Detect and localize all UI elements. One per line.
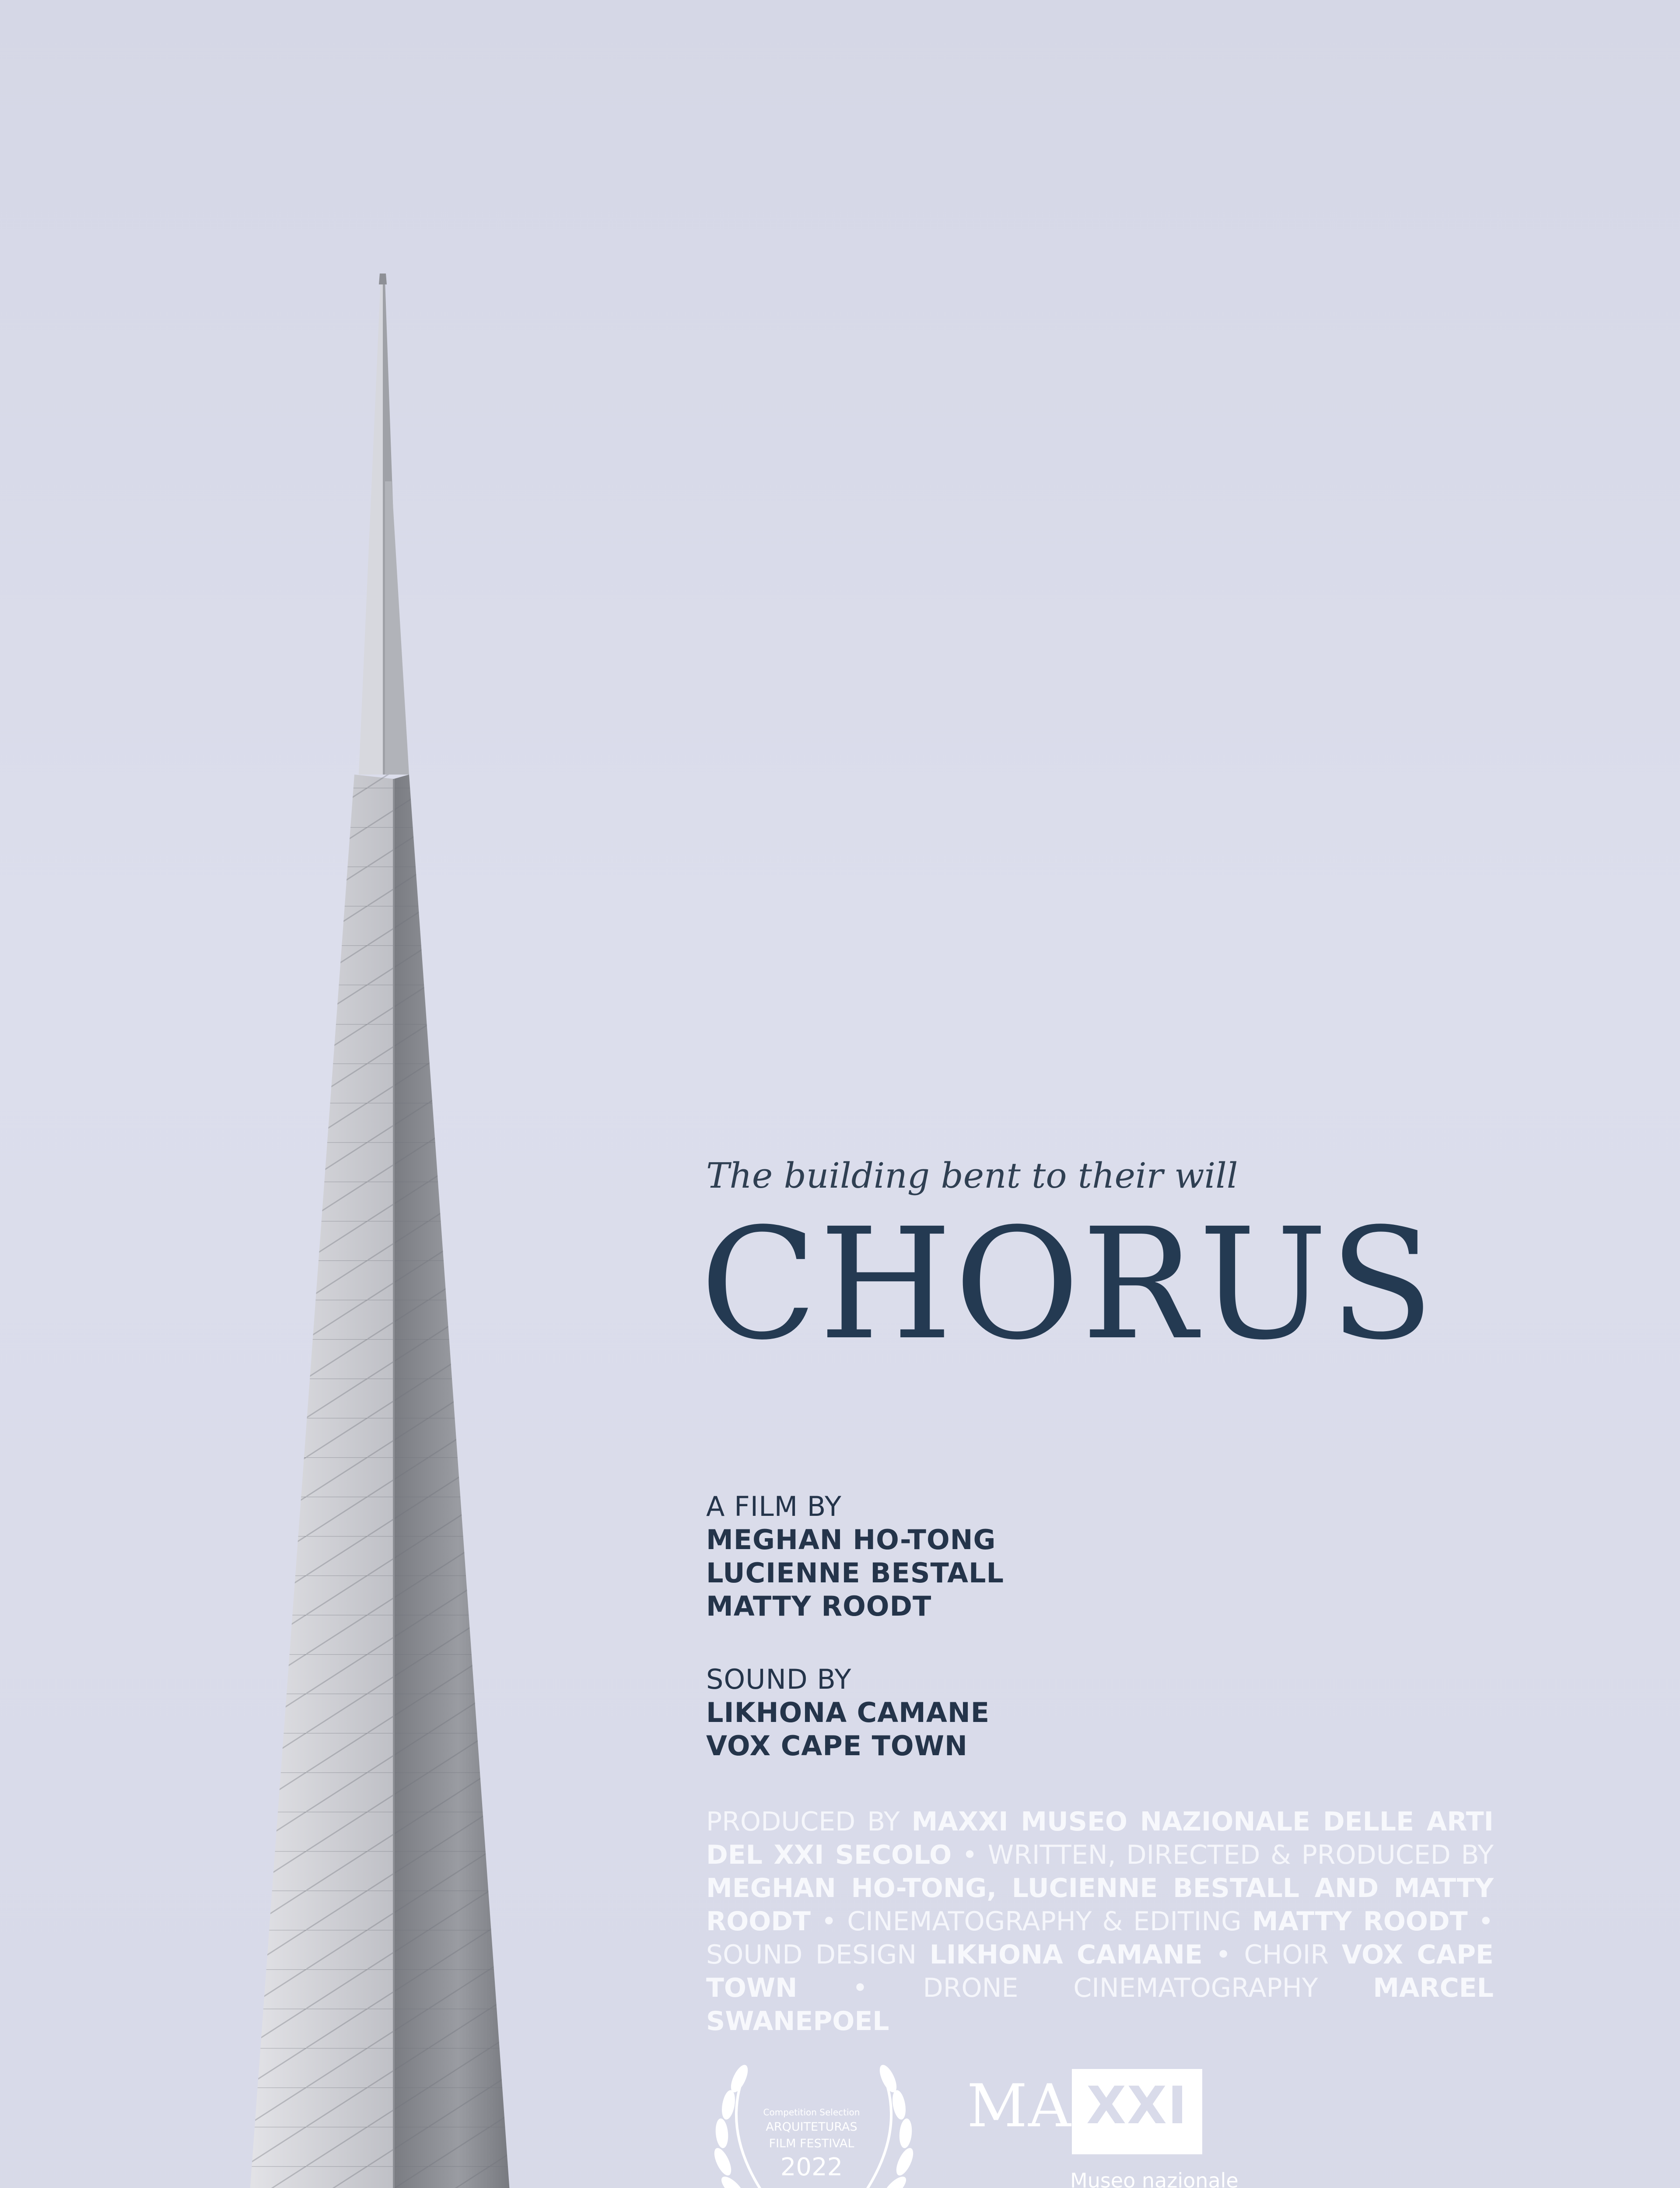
billing-name: MAXXI MUSEO NAZIONALE DELLE ARTI DEL XXI SECOLO [706, 1806, 1494, 1870]
sound-credit-name: LIKHONA CAMANE [706, 1697, 990, 1729]
billing-separator: • [962, 1840, 978, 1870]
tagline: The building bent to their will [706, 1155, 1238, 1196]
billing-label: DRONE CINEMATOGRAPHY [923, 1973, 1318, 2003]
billing-label: WRITTEN, DIRECTED & PRODUCED BY [987, 1840, 1494, 1870]
billing-label: PRODUCED BY [706, 1806, 900, 1837]
director-name: MATTY ROODT [706, 1590, 932, 1622]
sound-by-block [706, 1663, 990, 1763]
billing-name: LIKHONA CAMANE [929, 1939, 1203, 1970]
film-by-block [706, 1490, 1004, 1623]
laurel-line: FILM FESTIVAL [769, 2137, 854, 2150]
laurel-year: 2022 [780, 2153, 843, 2181]
film-title: CHORUS [700, 1195, 1436, 1374]
billing-name: MARCEL SWANEPOEL [706, 1973, 1494, 2037]
billing-name: MATTY ROODT [1252, 1906, 1468, 1937]
laurel-line: Competition Selection [763, 2107, 860, 2118]
sound-credit-name: VOX CAPE TOWN [706, 1730, 968, 1762]
maxxi-logo-ma: MA [967, 2072, 1072, 2140]
billing-label: CHOIR [1244, 1939, 1329, 1970]
billing-separator: • [821, 1906, 837, 1937]
billing-name: VOX CAPE TOWN [706, 1939, 1494, 2003]
billing-label: SOUND DESIGN [706, 1939, 917, 1970]
billing-separator: • [1478, 1906, 1494, 1937]
laurel-line: ARQUITETURAS [766, 2120, 858, 2134]
maxxi-logo-xxi: XXI [1086, 2075, 1188, 2135]
sound-by-heading: SOUND BY [706, 1663, 852, 1695]
maxxi-subtitle [1070, 2168, 1239, 2188]
billing-label: CINEMATOGRAPHY & EDITING [847, 1906, 1242, 1937]
billing-name: MEGHAN HO-TONG, LUCIENNE BESTALL AND MATTY ROODT [706, 1873, 1494, 1937]
billing-separator: • [1215, 1939, 1231, 1970]
director-name: LUCIENNE BESTALL [706, 1557, 1004, 1589]
director-name: MEGHAN HO-TONG [706, 1524, 996, 1556]
billing-block [706, 1805, 1494, 2038]
billing-separator: • [852, 1973, 868, 2003]
maxxi-subtitle-line: Museo nazionale [1070, 2169, 1239, 2188]
film-by-heading: A FILM BY [706, 1490, 842, 1522]
